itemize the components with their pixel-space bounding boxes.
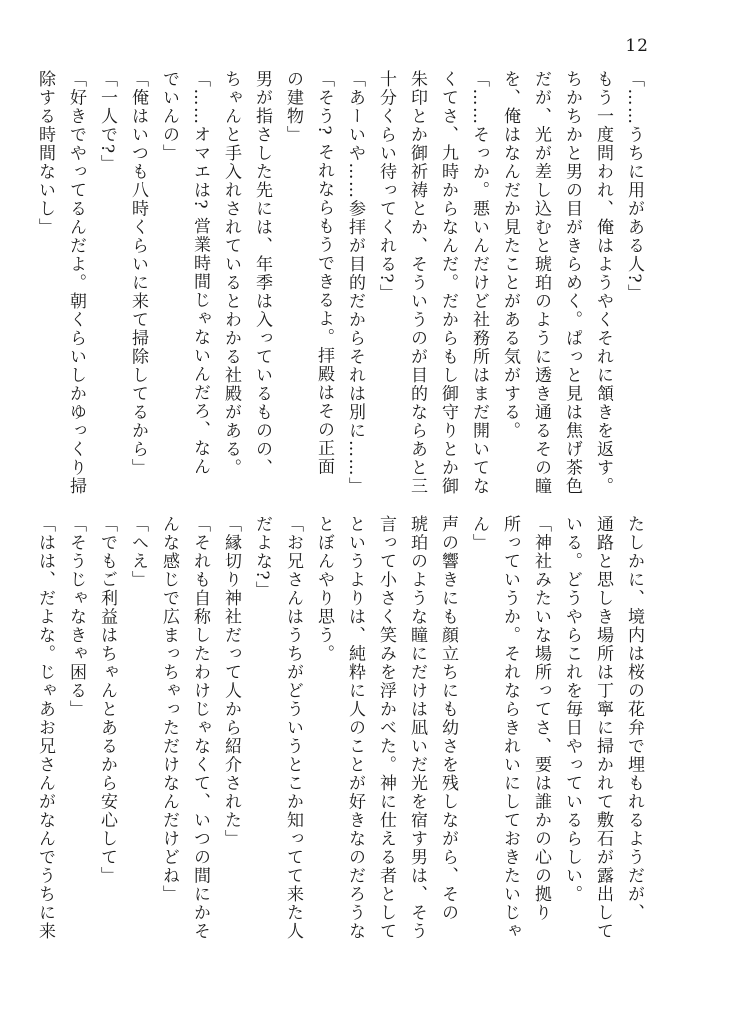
text-line: でいんの」: [159, 70, 179, 163]
text-line: 除する時間ないし」: [35, 70, 55, 237]
text-line: 「神社みたいな場所ってさ、要は誰かの心の拠り: [531, 515, 551, 922]
text-line: を、俺はなんだか見たことがある気がする。: [500, 70, 520, 440]
text-line: ん」: [469, 515, 489, 552]
text-line: んな感じで広まっちゃっただけなんだけどね」: [159, 515, 179, 904]
text-line: 「それも自称したわけじゃなくて、いつの間にかそ: [190, 515, 210, 941]
text-line: 「縁切り神社だって人から紹介された」: [221, 515, 241, 848]
text-line: 「一人で?」: [97, 70, 117, 174]
text-line: たしかに、境内は桜の花弁で埋もれるようだが、: [624, 515, 644, 922]
lower-text-block: [29, 515, 649, 941]
text-line: 「そう? それならもうできるよ。拝殿はその正面: [314, 70, 334, 477]
text-line: 「俺はいつも八時くらいに来て掃除してるから」: [128, 70, 148, 477]
text-line: 「……うちに用がある人?」: [624, 70, 644, 303]
upper-text-block: [29, 70, 649, 496]
page-number: 12: [625, 36, 649, 56]
text-line: 「……オマエは? 営業時間じゃないんだろ、なん: [190, 70, 210, 477]
text-line: 「好きでやってるんだよ。朝くらいしかゆっくり掃: [66, 70, 86, 496]
text-line: 言って小さく笑みを浮かべた。神に仕える者として: [376, 515, 396, 941]
text-line: 十分くらい待ってくれる?」: [376, 70, 396, 303]
text-line: とぼんやり思う。: [314, 515, 334, 663]
text-line: 「そうじゃなきゃ困る」: [66, 515, 86, 719]
text-line: くてさ、九時からなんだ。だからもし御守りとか御: [438, 70, 458, 496]
text-line: だが、光が差し込むと琥珀のように透き通るその瞳: [531, 70, 551, 496]
text-line: 朱印とか御祈祷とか、そういうのが目的ならあと三: [407, 70, 427, 496]
text-line: 男が指さした先には、年季は入っているものの、: [252, 70, 272, 477]
text-line: だよな?」: [252, 515, 272, 600]
text-line: ちゃんと手入れされているとわかる社殿がある。: [221, 70, 241, 477]
text-line: いる。どうやらこれを毎日やっているらしい。: [562, 515, 582, 904]
text-line: の建物」: [283, 70, 303, 144]
text-line: 「でもご利益はちゃんとあるから安心して」: [97, 515, 117, 885]
text-line: 「あーいや……参拝が目的だからそれは別に……」: [345, 70, 365, 496]
text-line: というよりは、純粋に人のことが好きなのだろうな: [345, 515, 365, 941]
text-line: 通路と思しき場所は丁寧に掃かれて敷石が露出して: [593, 515, 613, 941]
text-line: 琥珀のような瞳にだけは凪いだ光を宿す男は、そう: [407, 515, 427, 941]
text-line: 所っていうか。それならきれいにしておきたいじゃ: [500, 515, 520, 941]
text-line: もう一度問われ、俺はようやくそれに頷きを返す。: [593, 70, 613, 496]
text-line: 「はは、だよな。じゃあお兄さんがなんでうちに来: [35, 515, 55, 941]
text-line: 「へえ」: [128, 515, 148, 589]
text-line: ちかちかと男の目がきらめく。ぱっと見は焦げ茶色: [562, 70, 582, 496]
text-line: 声の響きにも顔立ちにも幼さを残しながら、その: [438, 515, 458, 922]
text-line: 「……そっか。悪いんだけど社務所はまだ開いてな: [469, 70, 489, 496]
text-line: 「お兄さんはうちがどういうとこか知ってて来た人: [283, 515, 303, 941]
